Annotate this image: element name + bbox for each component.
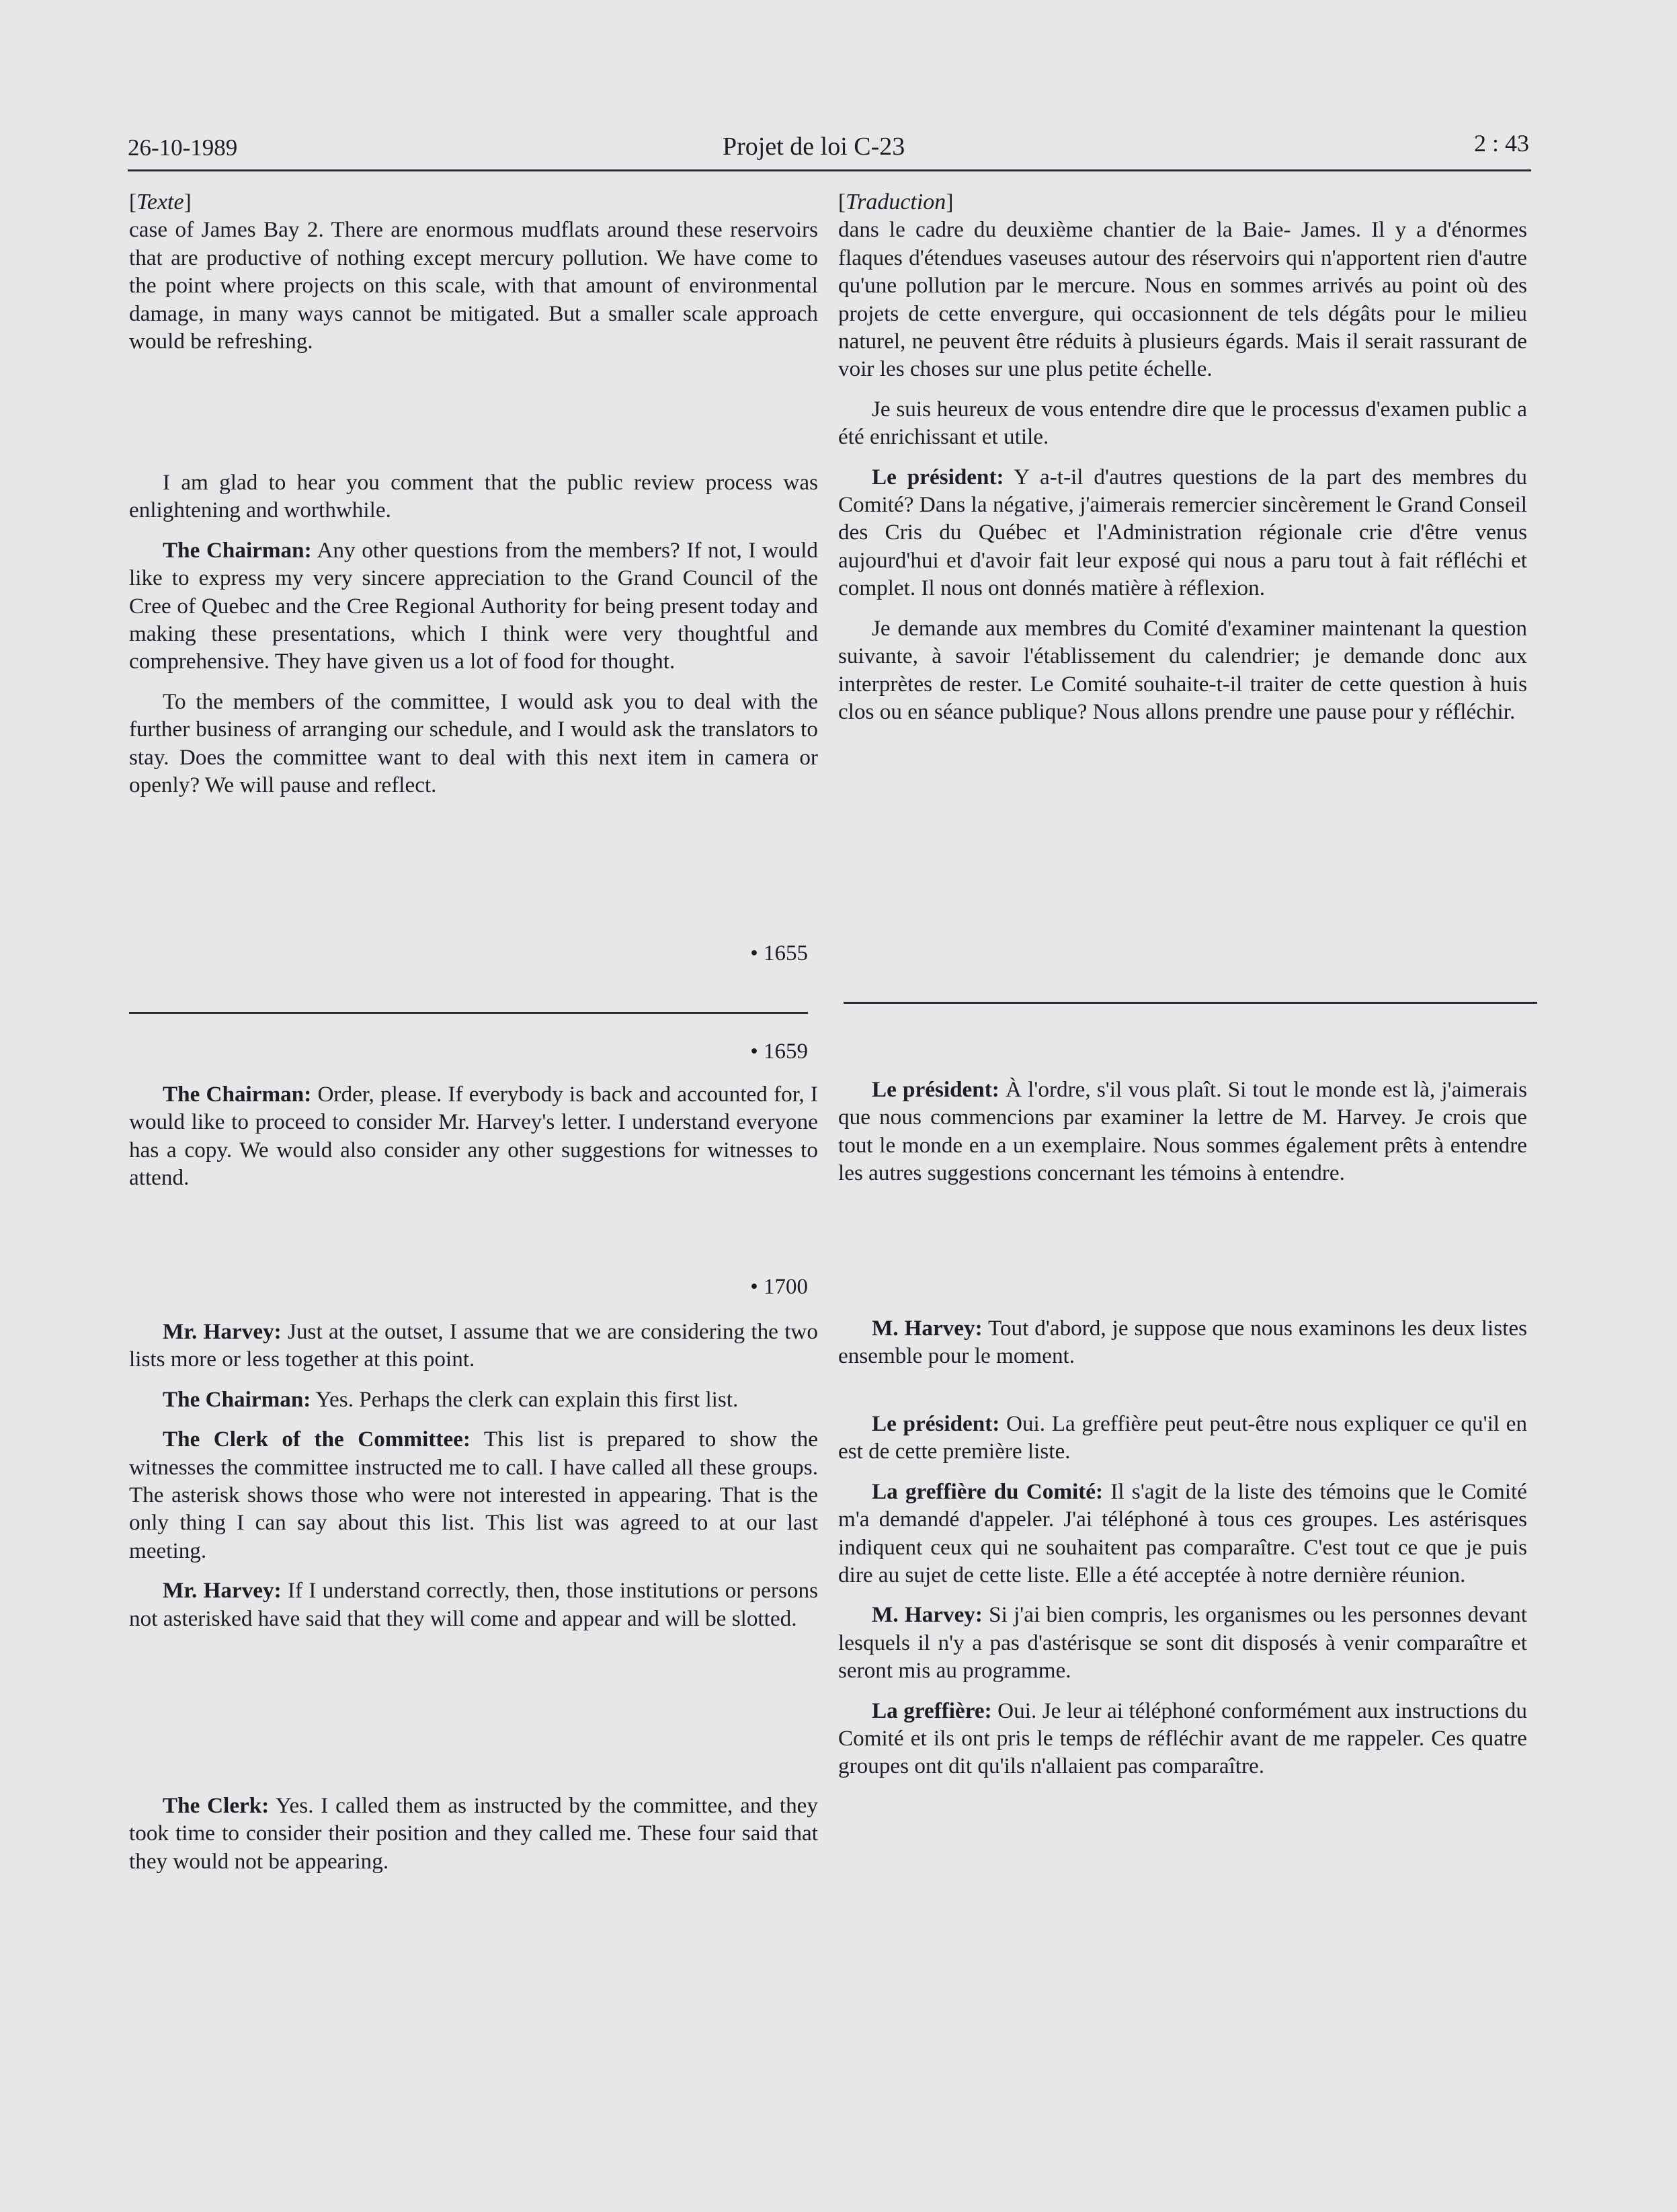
speaker-name: M. Harvey: [872,1316,983,1341]
speaker-name: La greffière: [872,1698,992,1723]
left-paragraph-5: The Chairman: Order, please. If everybody is back and accounted for, I would like to proceed to consider Mr. Harvey's letter. I understand everyone has a copy. We would also consider any other suggestions for witnesses to attend. [129,1082,818,1191]
left-language-label: [Texte] [129,190,192,214]
left-column-block-4 [129,1318,818,1632]
left-paragraph-8: The Clerk of the Committee: This list is prepared to show the witnesses the committee instructed me to call. I have called all these groups. The asterisk shows those who were not interested in appearing. That is the only thing I can say about this list. This list was agreed to at our last meeting. [129,1427,818,1563]
left-paragraph-6: Mr. Harvey: Just at the outset, I assume that we are considering the two lists more or less together at this point. [129,1319,818,1372]
right-paragraph-5: Le président: À l'ordre, s'il vous plaît. Si tout le monde est là, j'aimerais que nous commencions par examiner la lettre de M. Harvey. Je crois que tout le monde en a un exemplaire. Nous sommes également prêts à entendre les autres suggestions concernant les témoins à entendre. [838,1077,1527,1186]
left-paragraph-3: The Chairman: Any other questions from the members? If not, I would like to express my very sincere appreciation to the Grand Council of the Cree of Quebec and the Cree Regional Authority for being present today and making these presentations, which I think were very thoughtful and comprehensive. They have given us a lot of food for thought. [129,537,819,674]
left-paragraph-10: The Clerk: Yes. I called them as instructed by the committee, and they took time to consider their position and they called me. These four said that they would not be appearing. [129,1793,819,1874]
speaker-name: Le président: [872,464,1004,489]
left-paragraph-4: To the members of the committee, I would ask you to deal with the further business of arranging our schedule, and I would ask the translators to stay. Does the committee want to deal with this next item in camera or openly? We will pause and reflect. [129,688,818,798]
right-paragraph-8: La greffière du Comité: Il s'agit de la liste des témoins que le Comité m'a demandé d'appeler. J'ai téléphoné à tous ces groupes. Les astérisques indiquent ceux qui ne souhaitent pas comparaître. C'est tout ce que je puis dire au sujet de cette liste. Elle a été acceptée à notre dernière réunion. [838,1478,1527,1588]
page-header [128,129,1529,169]
speaker-name: The Clerk: [163,1793,270,1818]
right-column-block-3 [838,1314,1527,1370]
header-rule [128,169,1531,171]
right-paragraph-7: Le président: Oui. La greffière peut peut-être nous expliquer ce qu'il en est de cette première liste. [838,1411,1528,1464]
time-marker-1655: • 1655 [750,941,808,965]
right-paragraph-10: La greffière: Oui. Je leur ai téléphoné conformément aux instructions du Comité et ils ont pris le temps de réfléchir avant de me rappeler. Ces quatre groupes ont dit qu'ils n'allaient pas comparaître. [838,1698,1527,1779]
speaker-name: The Chairman: [163,537,312,563]
right-paragraph-6: M. Harvey: Tout d'abord, je suppose que nous examinons les deux listes ensemble pour le moment. [838,1316,1527,1369]
left-paragraph-7: The Chairman: Yes. Perhaps the clerk can explain this first list. [163,1386,739,1412]
right-paragraph-4: Je demande aux membres du Comité d'examiner maintenant la question suivante, à savoir l'établissement du calendrier; je demande donc aux interprètes de rester. Le Comité souhaite-t-il traiter de cette question à huis clos ou en séance publique? Nous allons prendre une pause pour y réfléchir. [838,615,1527,724]
header-title: Projet de loi C-23 [723,132,905,161]
speaker-name: The Clerk of the Committee: [163,1427,471,1452]
left-section-rule [129,1012,808,1014]
right-paragraph-1: dans le cadre du deuxième chantier de la Baie- James. Il y a d'énormes flaques d'étendues vaseuses autour des réservoirs qui n'apportent rien d'autre qu'une pollution par le mercure. Nous en sommes arrivés au point où des projets de cette envergure, qui occasionnent de tels dégâts pour le milieu naturel, ne peuvent être réduits à plusieurs égards. Mais il serait rassurant de voir les choses sur une plus petite échelle. [838,217,1527,382]
left-paragraph-1: case of James Bay 2. There are enormous mudflats around these reservoirs that are productive of nothing except mercury pollution. We have come to the point where projects on this scale, with that amount of environmental damage, in many ways cannot be mitigated. But a smaller scale approach would be refreshing. [129,217,818,354]
right-language-label: [Traduction] [838,190,954,214]
left-column-block-5 [129,1792,818,1875]
speaker-name: The Chairman: [163,1386,311,1412]
right-section-rule [844,1002,1537,1004]
speaker-name: Le président: [872,1411,1000,1436]
speaker-name: Mr. Harvey: [163,1319,282,1344]
speaker-name: La greffière du Comité: [872,1478,1104,1504]
left-column-block-3 [129,1080,818,1192]
left-paragraph-2: I am glad to hear you comment that the public review process was enlightening and worthwhile. [129,470,818,523]
right-column-block-4 [838,1410,1527,1780]
right-paragraph-2: Je suis heureux de vous entendre dire que le processus d'examen public a été enrichissant et utile. [838,396,1527,450]
speaker-name: M. Harvey: [872,1602,983,1628]
header-date: 26-10-1989 [128,134,238,161]
right-paragraph-9: M. Harvey: Si j'ai bien compris, les organismes ou les personnes devant lesquels il n'y a pas d'astérisque se sont dit disposés à venir comparaître et seront mis au programme. [838,1602,1527,1684]
speaker-name: The Chairman: [163,1082,312,1107]
speaker-name: Le président: [872,1077,999,1102]
right-column-block-1 [838,188,1527,725]
header-page-number: 2 : 43 [1473,130,1529,157]
left-column-block-1 [129,188,818,355]
right-column-block-2 [838,1076,1527,1187]
time-marker-1700: • 1700 [750,1275,808,1299]
left-column-block-2 [129,469,818,799]
left-paragraph-9: Mr. Harvey: If I understand correctly, then, those institutions or persons not asterisked have said that they will come and appear and will be slotted. [129,1578,818,1631]
time-marker-1659: • 1659 [750,1039,808,1064]
right-paragraph-3: Le président: Y a-t-il d'autres questions de la part des membres du Comité? Dans la négative, j'aimerais remercier sincèrement le Grand Conseil des Cris du Québec et l'Administration régionale crie d'être venus aujourd'hui et d'avoir fait leur exposé qui nous a paru tout à fait réfléchi et complet. Il nous ont donnés matière à réflexion. [838,464,1528,601]
speaker-name: Mr. Harvey: [163,1578,282,1604]
